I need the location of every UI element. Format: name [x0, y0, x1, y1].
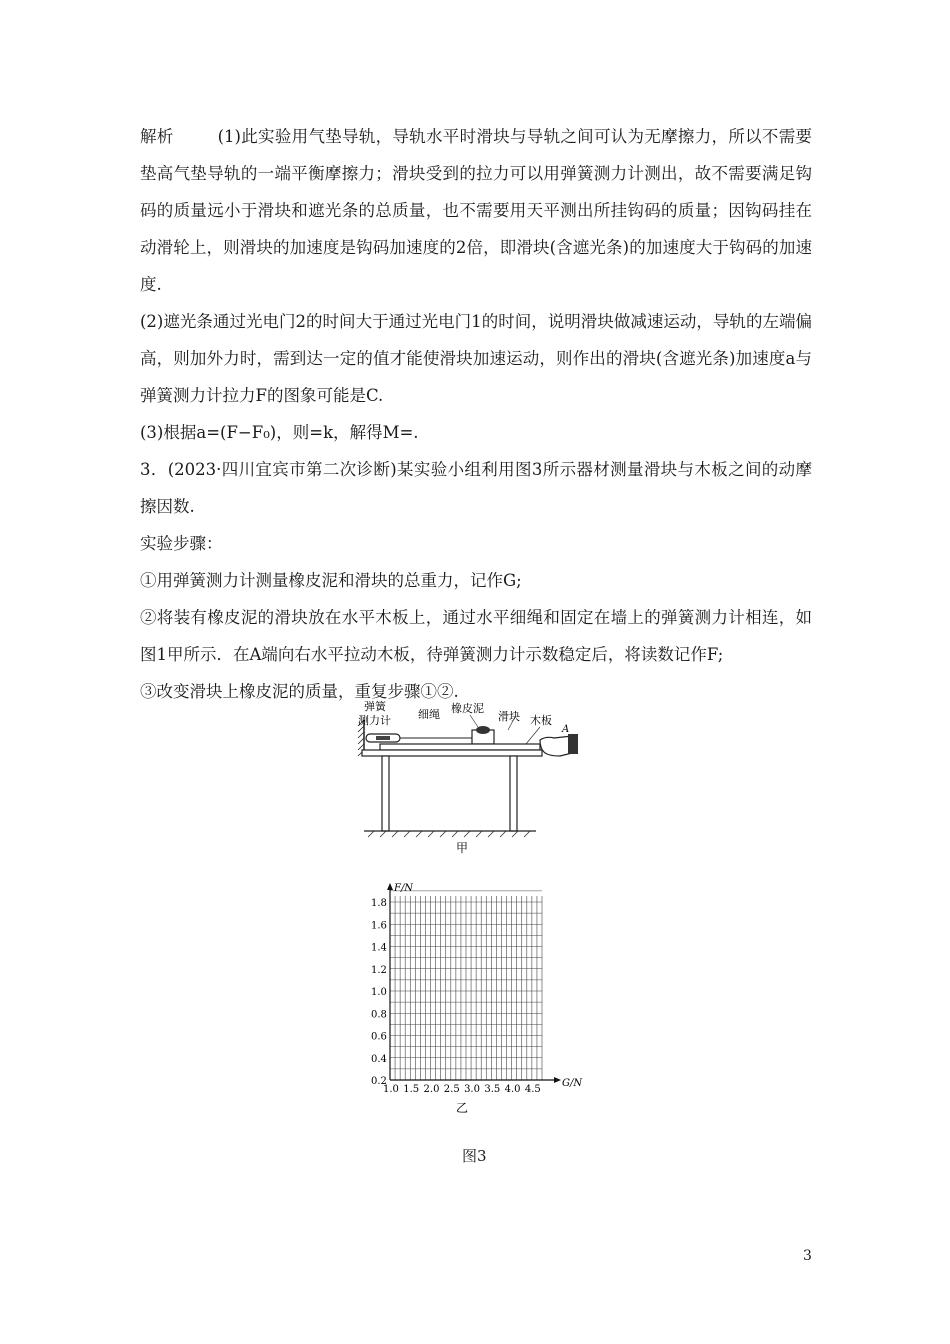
- step-3: ③改变滑块上橡皮泥的质量，重复步骤①②.: [140, 682, 459, 701]
- x-tick-label: 3.0: [464, 1084, 480, 1095]
- label-clay: 橡皮泥: [451, 702, 484, 715]
- x-axis-arrow: [554, 1077, 561, 1083]
- label-board-pointer: [526, 727, 540, 744]
- y-tick-label: 0.4: [371, 1053, 387, 1065]
- label-A: A: [562, 724, 570, 735]
- solution-heading: 解析: [140, 127, 174, 146]
- label-board: 木板: [530, 714, 552, 727]
- label-slider: 滑块: [498, 710, 520, 723]
- y-tick-label: 0.8: [371, 1009, 387, 1021]
- y-tick-label: 0.6: [371, 1031, 387, 1043]
- spring-scale-indicator: [376, 736, 390, 740]
- page-number: 3: [803, 1248, 812, 1264]
- x-axis-label: G/N: [562, 1078, 583, 1089]
- y-tick-label: 1.0: [371, 987, 387, 998]
- apparatus-diagram: [350, 700, 580, 860]
- y-tick-label: 1.4: [371, 942, 387, 954]
- solution-paragraph-3: (3)根据a=(F−F₀)，则=k，解得M=.: [140, 423, 419, 442]
- y-axis-label: F/N: [394, 883, 414, 894]
- x-tick-label: 3.5: [484, 1084, 501, 1095]
- clay: [476, 726, 490, 734]
- y-tick-labels: [371, 898, 387, 1087]
- step-1: ①用弹簧测力计测量橡皮泥和滑块的总重力，记作G;: [140, 571, 522, 590]
- x-tick-labels: [383, 1084, 541, 1095]
- y-tick-label: 1.8: [371, 898, 387, 909]
- table-leg-left: [382, 756, 389, 831]
- label-clay-pointer: [470, 715, 478, 727]
- grid-lines: [390, 891, 542, 1080]
- steps-title: 实验步骤：: [140, 534, 223, 553]
- x-tick-label: 2.5: [443, 1084, 460, 1095]
- x-tick-label: 2.0: [423, 1084, 440, 1095]
- figure-jia-caption: 甲: [456, 841, 469, 855]
- table-leg-right: [510, 756, 517, 831]
- figure-caption: 图3: [462, 1147, 487, 1165]
- y-tick-label: 1.2: [371, 964, 387, 976]
- y-tick-label: 1.6: [371, 920, 387, 932]
- ground-hatch: [368, 831, 530, 837]
- solution-text-1: (1)此实验用气垫导轨，导轨水平时滑块与导轨之间可认为无摩擦力，所以不需要垫高气垫导轨的一端平衡摩擦力；滑块受到的拉力可以用弹簧测力计测出，故不需要满足钩码的质量远小于滑块和遮光条的总质量，也不需要用天平测出所挂钩码的质量；因钩码挂在动滑轮上，则滑块的加速度是钩码加速度的2倍，即滑块(含遮光条)的加速度大于钩码的加速度.: [140, 127, 813, 294]
- label-spring-1: 弹簧: [364, 700, 386, 713]
- y-tick-label: 0.2: [371, 1076, 387, 1087]
- grid-chart: [360, 880, 600, 1120]
- label-spring-2: 测力计: [358, 714, 391, 727]
- solution-paragraph-2: (2)遮光条通过光电门2的时间大于通过光电门1的时间，说明滑块做减速运动，导轨的左端偏高，则加外力时，需到达一定的值才能使滑块加速运动，则作出的滑块(含遮光条)加速度a与弹簧测力计拉力F的图象可能是C.: [140, 312, 812, 405]
- y-axis-arrow: [387, 883, 393, 890]
- question-stem: 3．(2023·四川宜宾市第二次诊断)某实验小组利用图3所示器材测量滑块与木板之间的动摩擦因数.: [140, 460, 812, 516]
- x-tick-label: 4.5: [524, 1084, 541, 1095]
- chart-caption: 乙: [456, 1101, 469, 1115]
- x-tick-label: 1.5: [403, 1084, 420, 1095]
- step-2: ②将装有橡皮泥的滑块放在水平木板上，通过水平细绳和固定在墙上的弹簧测力计相连，如图1甲所示．在A端向右水平拉动木板，待弹簧测力计示数稳定后，将读数记作F;: [140, 608, 812, 664]
- solution-paragraph-1: [140, 118, 812, 303]
- wooden-board: [380, 744, 540, 750]
- label-rope: 细绳: [418, 708, 440, 721]
- table-top: [362, 750, 542, 756]
- x-tick-label: 4.0: [504, 1084, 521, 1095]
- solution-block: [140, 118, 812, 710]
- hand-icon: [540, 734, 578, 756]
- x-tick-label: 1.0: [383, 1084, 399, 1095]
